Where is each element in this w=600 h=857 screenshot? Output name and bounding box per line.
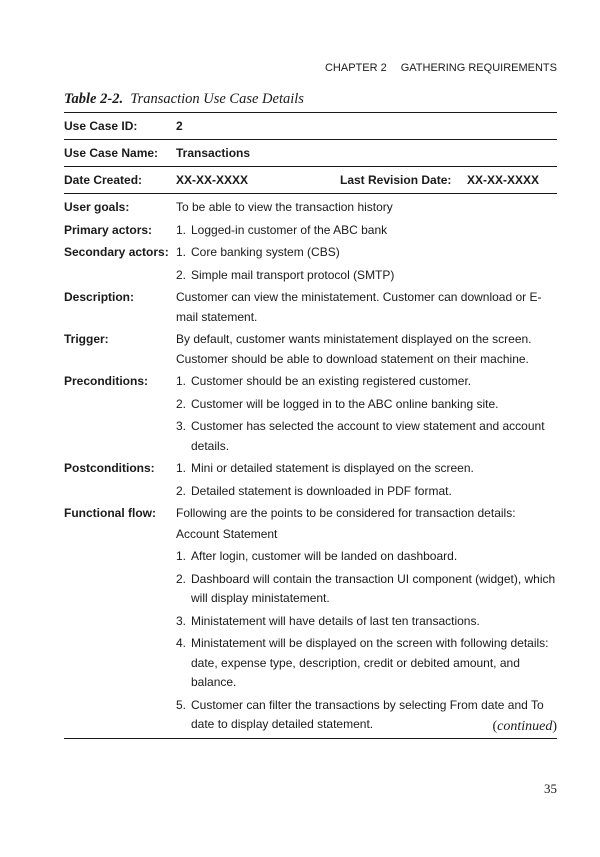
table-bottom-rule — [64, 738, 557, 739]
list-item: 1. Mini or detailed statement is displayed on the screen. — [176, 461, 474, 475]
user-goals-label: User goals: — [64, 200, 130, 214]
list-item: 2. Customer will be logged in to the ABC online banking site. — [176, 396, 499, 411]
functional-flow-row — [64, 504, 557, 735]
preconditions-row — [64, 372, 557, 456]
trigger-line: By default, customer wants ministatement displayed on the screen. — [176, 332, 532, 346]
continued-note: (continued) — [492, 719, 557, 734]
use-case-name-value: Transactions — [176, 146, 251, 160]
use-case-id-row — [64, 113, 557, 140]
user-goals-row — [64, 198, 557, 218]
list-item: 3. Ministatement will have details of last ten transactions. — [176, 613, 480, 628]
caption-label: Table 2-2. — [64, 91, 124, 107]
secondary-actors-label: Secondary actors: — [64, 245, 169, 259]
list-item: 1. Customer should be an existing registered customer. — [176, 374, 472, 388]
use-case-name-label: Use Case Name: — [64, 146, 159, 160]
list-item: 5. Customer can filter the transactions by selecting From date and To date to display detailed statement. — [176, 697, 544, 731]
user-goals-value: To be able to view the transaction history — [176, 200, 393, 214]
use-case-name-row — [64, 140, 557, 167]
list-item: 1. Core banking system (CBS) — [176, 245, 340, 259]
list-item: 2. Dashboard will contain the transaction UI component (widget), which will display ministatement. — [176, 571, 556, 605]
primary-actors-label: Primary actors: — [64, 222, 153, 237]
use-case-id-label: Use Case ID: — [64, 119, 138, 133]
preconditions-label: Preconditions: — [64, 374, 149, 388]
functional-flow-intro: Following are the points to be considered for transaction details: — [176, 506, 516, 520]
list-item: 2. Detailed statement is downloaded in PDF format. — [176, 483, 452, 498]
list-item: 1. Logged-in customer of the ABC bank — [176, 222, 388, 237]
last-revision-label: Last Revision Date: — [340, 173, 452, 187]
trigger-line: Customer should be able to download statement on their machine. — [176, 351, 529, 366]
last-revision-value: XX-XX-XXXX — [467, 173, 540, 187]
functional-flow-subheading: Account Statement — [176, 526, 278, 541]
table-caption — [64, 91, 304, 108]
description-value: Customer can view the ministatement. Customer can download or E-mail statement. — [176, 290, 542, 324]
functional-flow-label: Functional flow: — [64, 506, 156, 520]
secondary-actors-row — [64, 243, 557, 285]
list-item: 3. Customer has selected the account to view statement and account details. — [176, 419, 545, 453]
chapter-label: CHAPTER 2 — [324, 62, 387, 74]
running-header — [325, 62, 557, 74]
list-item: 4. Ministatement will be displayed on the screen with following details: date, expense type, description, credit or debited amount, and balance. — [176, 636, 549, 689]
trigger-row — [64, 330, 557, 369]
page-number: 35 — [544, 781, 557, 796]
postconditions-row — [64, 459, 557, 501]
date-created-value: XX-XX-XXXX — [176, 173, 249, 187]
caption-text: Transaction Use Case Details — [130, 91, 304, 107]
section-label: GATHERING REQUIREMENTS — [400, 62, 557, 74]
list-item: 2. Simple mail transport protocol (SMTP) — [176, 267, 395, 282]
trigger-label: Trigger: — [64, 332, 109, 346]
date-row — [64, 167, 557, 194]
use-case-table — [64, 112, 557, 739]
date-created-label: Date Created: — [64, 173, 143, 187]
description-row — [64, 288, 557, 327]
description-label: Description: — [64, 290, 135, 304]
list-item: 1. After login, customer will be landed on dashboard. — [176, 549, 458, 563]
use-case-id-value: 2 — [176, 119, 183, 133]
postconditions-label: Postconditions: — [64, 461, 155, 475]
primary-actors-row — [64, 221, 557, 241]
